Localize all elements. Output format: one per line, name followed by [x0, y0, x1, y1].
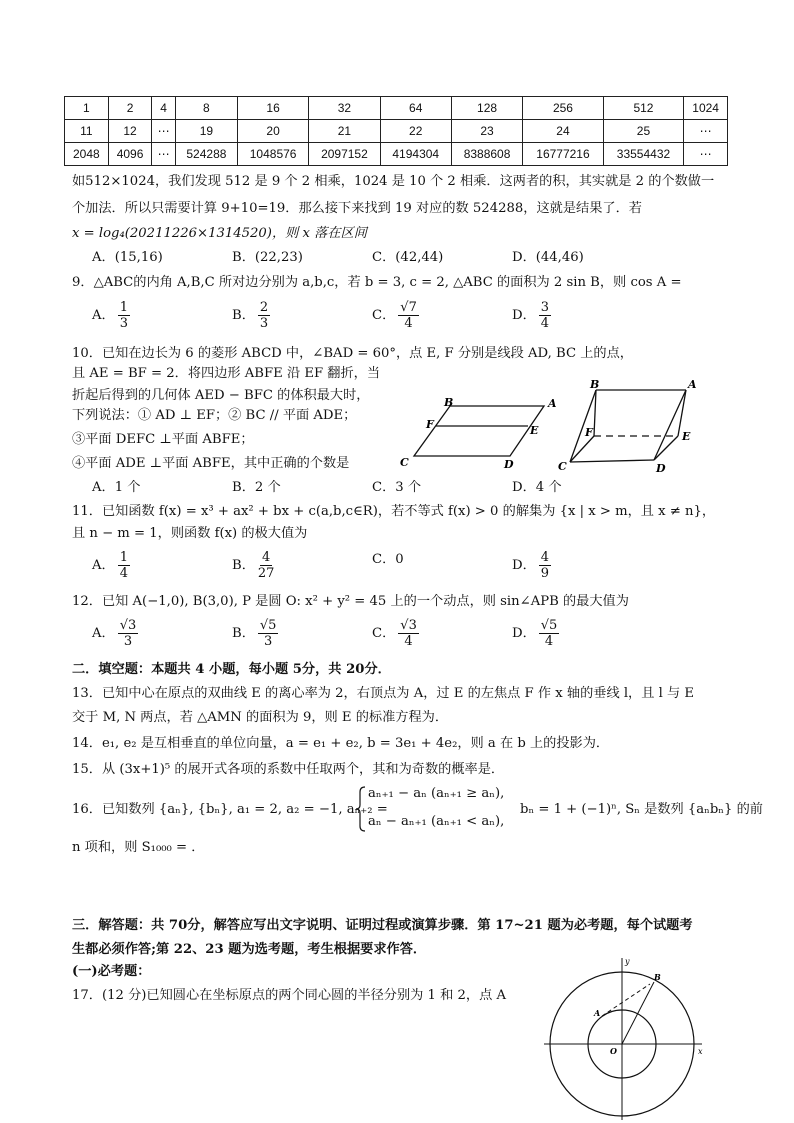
- fraction: [118, 300, 130, 331]
- q10-option-d: D．4 个: [512, 480, 562, 495]
- q16-line2: n 项和，则 S₁₀₀₀ = ．: [72, 840, 205, 855]
- table-cell: 128: [451, 97, 522, 120]
- table-cell: 1048576: [237, 143, 308, 166]
- table-cell: 16777216: [523, 143, 604, 166]
- table-cell: 20: [237, 120, 308, 143]
- table-cell: 33554432: [603, 143, 684, 166]
- q10-option-c: C．3 个: [372, 480, 422, 495]
- numerator: 4: [262, 550, 271, 565]
- p8-option-b: B．(22,23): [232, 250, 303, 265]
- q11-line1: 11．已知函数 f(x) = x³ + ax² + bx + c(a,b,c∈R)，若不等式 f(x) > 0 的解集为 {x | x > m，且 x ≠ n}，: [72, 504, 716, 519]
- q16-case1: aₙ₊₁ − aₙ (aₙ₊₁ ≥ aₙ),: [368, 786, 505, 801]
- numerator: √5: [540, 618, 558, 633]
- fraction: [539, 618, 560, 649]
- p8-option-a: A．(15,16): [92, 250, 163, 265]
- option-label: A．: [92, 558, 115, 573]
- option-value: 0: [395, 552, 404, 567]
- q10-option-b: B．2 个: [232, 480, 281, 495]
- fig2-label-c: C: [558, 460, 567, 473]
- q10-line6: ④平面 ADE ⊥平面 ABFE，其中正确的个数是: [72, 456, 350, 471]
- fig2-label-b: B: [590, 378, 600, 391]
- q10-line5: ③平面 DEFC ⊥平面 ABFE；: [72, 432, 254, 447]
- table-cell: 256: [523, 97, 604, 120]
- q13-line1: 13．已知中心在原点的双曲线 E 的离心率为 2，右顶点为 A，过 E 的左焦点 F 作 x 轴的垂线 l，且 l 与 E: [72, 686, 695, 701]
- p8-option-d: D．(44,46): [512, 250, 584, 265]
- denominator: 4: [119, 566, 128, 581]
- q16-prefix: 16．已知数列 {aₙ}, {bₙ}, a₁ = 2, a₂ = −1, aₙ₊₂ =: [72, 802, 388, 817]
- denominator: 3: [119, 316, 128, 331]
- fraction: [539, 550, 551, 581]
- q12-option-a: [92, 618, 138, 649]
- option-label: C．: [372, 626, 396, 641]
- numerator: √3: [119, 618, 137, 633]
- denominator: 3: [264, 634, 273, 649]
- table-cell: 21: [309, 120, 380, 143]
- q10-line4: 下列说法：① AD ⊥ EF；② BC // 平面 ADE；: [72, 408, 357, 423]
- fig1-label-a: A: [548, 397, 557, 410]
- section3-line2: 生都必须作答;第 22、23 题为选考题，考生根据要求作答．: [72, 942, 427, 957]
- table-cell: 1: [65, 97, 109, 120]
- fig1-label-c: C: [400, 456, 409, 469]
- table-cell: 2097152: [309, 143, 380, 166]
- fig3-label-o: O: [610, 1046, 617, 1056]
- q12-stem: 12．已知 A(−1,0), B(3,0), P 是圆 O: x² + y² = 45 上的一个动点，则 sin∠APB 的最大值为: [72, 594, 629, 609]
- fraction: [258, 618, 279, 649]
- fraction: [258, 550, 275, 581]
- q12-option-c: [372, 618, 419, 649]
- q9-option-d: [512, 300, 551, 331]
- powers-table: [64, 96, 728, 166]
- numerator: √3: [400, 618, 417, 633]
- table-cell: 4: [152, 97, 175, 120]
- table-cell: 16: [237, 97, 308, 120]
- q17-stem: 17．(12 分)已知圆心在坐标原点的两个同心圆的半径分别为 1 和 2，点 A: [72, 988, 506, 1003]
- table-cell: 22: [380, 120, 451, 143]
- option-label: A．: [92, 308, 115, 323]
- q9-stem: 9．△ABC的内角 A,B,C 所对边分别为 a,b,c，若 b = 3, c = 2, △ABC 的面积为 2 sin B，则 cos A =: [72, 275, 682, 290]
- table-cell: 11: [65, 120, 109, 143]
- option-label: D．: [512, 558, 536, 573]
- table-cell: 1024: [684, 97, 728, 120]
- fraction: [118, 550, 130, 581]
- q9-option-c: [372, 300, 419, 331]
- denominator: 4: [404, 634, 413, 649]
- q13-line2: 交于 M, N 两点，若 △AMN 的面积为 9，则 E 的标准方程为．: [72, 710, 449, 725]
- denominator: 4: [540, 316, 550, 331]
- table-cell: 2: [108, 97, 152, 120]
- q16-postfix: bₙ = 1 + (−1)ⁿ, Sₙ 是数列 {aₙbₙ} 的前: [520, 802, 763, 817]
- fig2-label-d: D: [656, 462, 666, 475]
- q14-stem: 14．e₁, e₂ 是互相垂直的单位向量，a = e₁ + e₂, b = 3e₁ + 4e₂，则 a 在 b 上的投影为．: [72, 736, 610, 751]
- fig3-label-b: B: [654, 972, 661, 982]
- p8-line3: x = log₄(20211226×1314520)，则 x 落在区间: [72, 226, 367, 241]
- option-label: C．: [372, 308, 396, 323]
- fig2-label-a: A: [688, 378, 697, 391]
- q16-case2: aₙ − aₙ₊₁ (aₙ₊₁ < aₙ),: [368, 814, 505, 829]
- q12-option-b: [232, 618, 278, 649]
- fig3-label-y: y: [625, 957, 630, 966]
- table-cell: 32: [309, 97, 380, 120]
- q9-option-b: [232, 300, 270, 331]
- table-cell: ⋯: [684, 143, 728, 166]
- folded-solid-figure: [554, 376, 704, 476]
- q9-option-a: [92, 300, 130, 331]
- q10-option-a: A．1 个: [92, 480, 141, 495]
- table-cell: ⋯: [684, 120, 728, 143]
- table-cell: 19: [175, 120, 237, 143]
- fraction: [398, 300, 419, 331]
- table-cell: 25: [603, 120, 684, 143]
- piecewise-brace: [356, 786, 366, 832]
- table-cell: 8388608: [451, 143, 522, 166]
- q11-option-a: [92, 550, 130, 581]
- q11-option-b: [232, 550, 274, 581]
- rhombus-figure: [396, 392, 566, 472]
- fraction: [118, 618, 139, 649]
- table-cell: 64: [380, 97, 451, 120]
- q11-option-d: [512, 550, 551, 581]
- fig2-label-e: E: [682, 430, 691, 443]
- numerator: 3: [540, 300, 550, 315]
- numerator: 1: [119, 550, 128, 565]
- p8-option-c: C．(42,44): [372, 250, 444, 265]
- table-cell: 12: [108, 120, 152, 143]
- option-label: D．: [512, 626, 536, 641]
- section2-title: 二．填空题：本题共 4 小题，每小题 5分，共 20分．: [72, 662, 391, 677]
- numerator: 4: [540, 550, 550, 565]
- fraction: [258, 300, 270, 331]
- table-cell: 4194304: [380, 143, 451, 166]
- option-label: D．: [512, 308, 536, 323]
- table-cell: 524288: [175, 143, 237, 166]
- option-label: C．: [372, 552, 396, 567]
- fig3-label-a: A: [594, 1008, 601, 1018]
- table-row: [65, 143, 728, 166]
- fig1-label-e: E: [530, 424, 539, 437]
- q12-option-d: [512, 618, 559, 649]
- p8-line1: 如512×1024，我们发现 512 是 9 个 2 相乘，1024 是 10 个 2 相乘．这两者的积，其实就是 2 的个数做一: [72, 174, 715, 189]
- concentric-circles-figure: [540, 954, 716, 1122]
- table-cell: 512: [603, 97, 684, 120]
- q10-line3: 折起后得到的几何体 AED − BFC 的体积最大时，: [72, 388, 370, 403]
- table-cell: 24: [523, 120, 604, 143]
- section3-subtitle: (一)必考题：: [72, 964, 151, 979]
- denominator: 9: [540, 566, 550, 581]
- q15-stem: 15．从 (3x+1)⁵ 的展开式各项的系数中任取两个，其和为奇数的概率是．: [72, 762, 505, 777]
- numerator: 2: [259, 300, 269, 315]
- denominator: 4: [544, 634, 554, 649]
- denominator: 27: [257, 566, 275, 581]
- numerator: 1: [119, 300, 128, 315]
- fig1-label-f: F: [426, 418, 434, 431]
- table-row: [65, 120, 728, 143]
- fig1-label-d: D: [504, 458, 514, 471]
- fraction: [398, 618, 419, 649]
- q10-line2: 且 AE = BF = 2．将四边形 ABFE 沿 EF 翻折，当: [72, 366, 381, 381]
- table-row: [65, 97, 728, 120]
- fig3-label-x: x: [698, 1047, 703, 1056]
- p8-line2: 个加法．所以只需要计算 9+10=19．那么接下来找到 19 对应的数 524288，这就是结果了．若: [72, 201, 642, 216]
- table-cell: 2048: [65, 143, 109, 166]
- option-label: A．: [92, 626, 115, 641]
- q11-line2: 且 n − m = 1，则函数 f(x) 的极大值为: [72, 526, 308, 541]
- fig1-label-b: B: [444, 396, 454, 409]
- table-cell: 4096: [108, 143, 152, 166]
- option-label: B．: [232, 626, 255, 641]
- denominator: 3: [123, 634, 133, 649]
- table-cell: 23: [451, 120, 522, 143]
- table-cell: ⋯: [152, 120, 175, 143]
- fraction: [539, 300, 551, 331]
- table-cell: ⋯: [152, 143, 175, 166]
- fig2-label-f: F: [585, 426, 593, 439]
- q11-option-c: [372, 550, 404, 570]
- section3-line1: 三．解答题：共 70分，解答应写出文字说明、证明过程或演算步骤．第 17~21 题为必考题，每个试题考: [72, 918, 693, 933]
- table-cell: 8: [175, 97, 237, 120]
- numerator: √7: [400, 300, 417, 315]
- option-label: B．: [232, 308, 255, 323]
- option-label: B．: [232, 558, 255, 573]
- numerator: √5: [259, 618, 277, 633]
- denominator: 4: [404, 316, 413, 331]
- denominator: 3: [259, 316, 269, 331]
- q10-line1: 10．已知在边长为 6 的菱形 ABCD 中，∠BAD = 60°，点 E, F 分别是线段 AD, BC 上的点，: [72, 346, 633, 361]
